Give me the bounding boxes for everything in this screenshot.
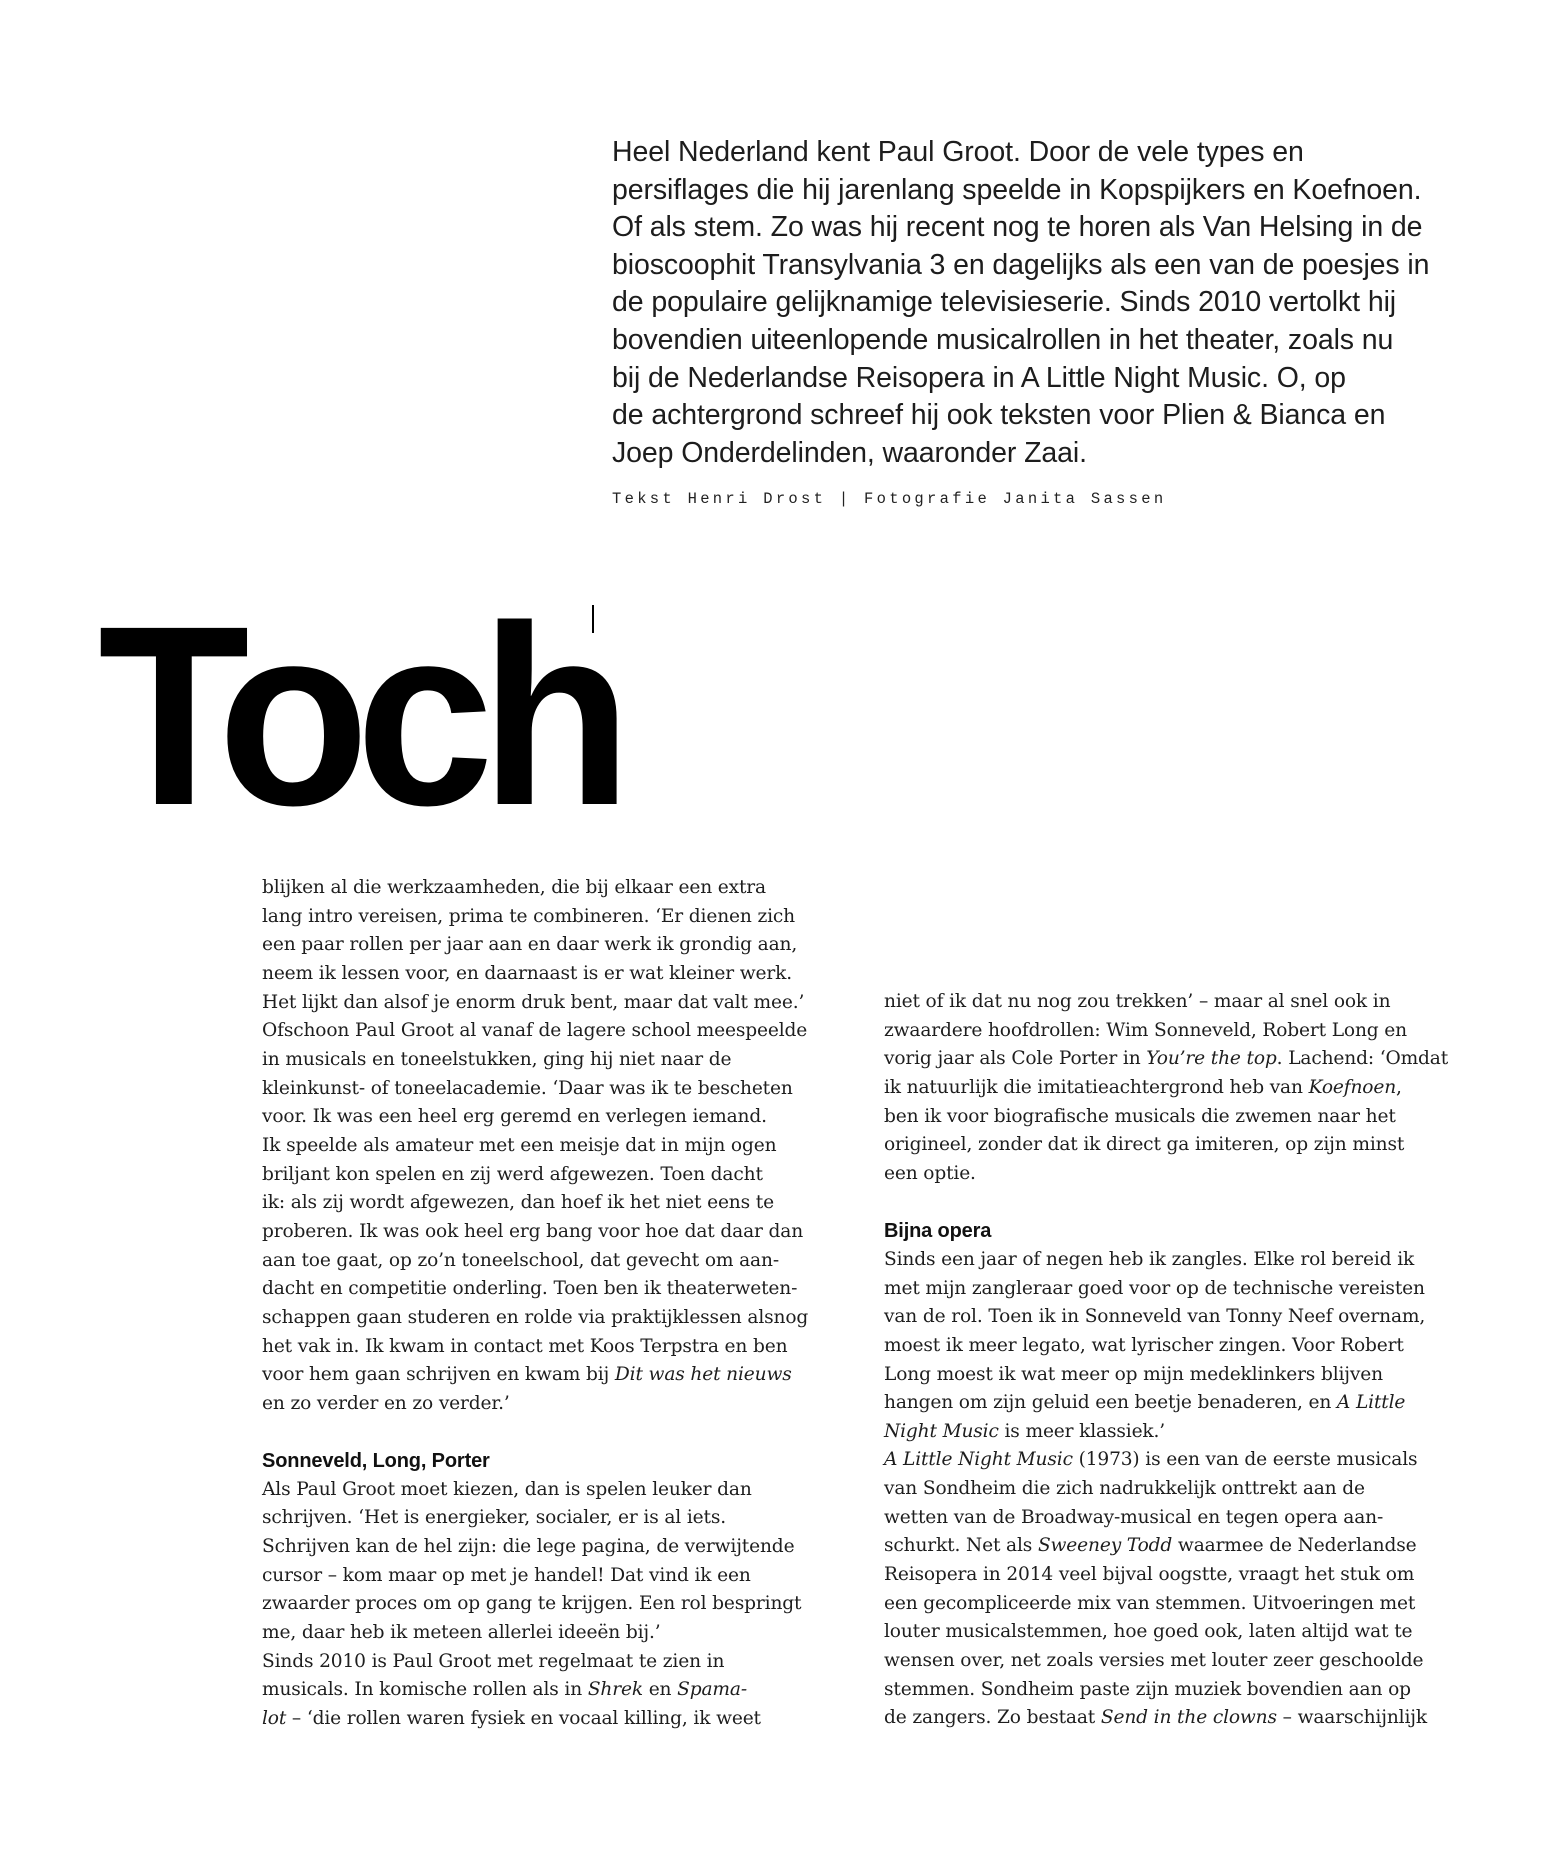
italic-title: A Little Night Music <box>884 1449 1073 1471</box>
body-text-line: musicals. In komische rollen als in Shrek en Spama- <box>262 1679 747 1701</box>
intro-line: Of als stem. Zo was hij recent nog te horen als Van Helsing in de <box>612 211 1423 244</box>
body-text-line: blijken al die werkzaamheden, die bij elkaar een extra <box>262 877 766 898</box>
body-text-line: ik: als zij wordt afgewezen, dan hoef ik het niet eens te <box>262 1192 774 1214</box>
body-text-line: Schrijven kan de hel zijn: die lege pagina, de verwijtende <box>262 1536 795 1558</box>
body-text-line: kleinkunst- of toneelacademie. ‘Daar was ik te bescheten <box>262 1077 793 1099</box>
italic-title: You’re the top <box>1146 1048 1277 1070</box>
italic-title: Night Music <box>884 1420 999 1442</box>
italic-title: Send in the clowns <box>1100 1707 1277 1729</box>
intro-line: Joep Onderdelinden, waaronder Zaai. <box>612 436 1087 469</box>
body-text-line: stemmen. Sondheim paste zijn muziek bovendien aan op <box>884 1678 1411 1700</box>
body-column-right <box>884 988 1459 1733</box>
body-text-line: A Little Night Music (1973) is een van de eerste musicals <box>884 1449 1418 1471</box>
subheading: Bijna opera <box>884 1220 992 1243</box>
body-text-line: Ofschoon Paul Groot al vanaf de lagere school meespeelde <box>262 1020 808 1042</box>
body-text-line: dacht en competitie onderling. Toen ben ik theaterweten- <box>262 1278 798 1300</box>
body-text-line: schappen gaan studeren en rolde via praktijklessen alsnog <box>262 1306 809 1328</box>
intro-line: bij de Nederlandse Reisopera in A Little Night Music. O, op <box>612 361 1346 394</box>
body-text-line: Night Music is meer klassiek.’ <box>884 1420 1166 1442</box>
body-text-line: zwaarder proces om op gang te krijgen. Een rol bespringt <box>262 1593 802 1615</box>
body-text-line: een gecompliceerde mix van stemmen. Uitvoeringen met <box>884 1592 1416 1614</box>
body-text-line: lot – ‘die rollen waren fysiek en vocaal killing, ik weet <box>262 1708 761 1730</box>
intro-line: de populaire gelijknamige televisieserie. Sinds 2010 vertolkt hij <box>612 286 1397 319</box>
body-text-line: Long moest ik wat meer op mijn medeklinkers blijven <box>884 1363 1383 1385</box>
italic-title: Dit was het nieuws <box>614 1364 792 1386</box>
intro-line: bovendien uiteenlopende musicalrollen in het theater, zoals nu <box>612 323 1394 356</box>
body-text-line: louter musicalstemmen, hoe goed ook, laten altijd wat te <box>884 1621 1413 1643</box>
body-text-line: Reisopera in 2014 veel bijval oogstte, vraagt het stuk om <box>884 1564 1415 1586</box>
article-credits: Tekst Henri Drost | Fotografie Janita Sassen <box>612 490 1167 508</box>
body-text-line: schrijven. ‘Het is energieker, socialer, er is al iets. <box>262 1507 726 1529</box>
intro-line: Heel Nederland kent Paul Groot. Door de vele types en <box>612 136 1304 168</box>
italic-title: A Little <box>1336 1392 1406 1414</box>
body-text-line: Als Paul Groot moet kiezen, dan is spelen leuker dan <box>262 1478 752 1500</box>
body-text-line: wensen over, net zoals versies met louter zeer geschoolde <box>884 1650 1424 1672</box>
paragraph-gap <box>262 1418 837 1447</box>
body-text-line: Ik speelde als amateur met een meisje dat in mijn ogen <box>262 1134 777 1156</box>
body-text-line: het vak in. Ik kwam in contact met Koos Terpstra en ben <box>262 1335 788 1357</box>
body-text-line: van de rol. Toen ik in Sonneveld van Tonny Neef overnam, <box>884 1306 1426 1328</box>
body-text-line: een optie. <box>884 1162 976 1184</box>
body-text-line: cursor – kom maar op met je handel! Dat vind ik een <box>262 1564 751 1586</box>
body-text-line: schurkt. Net als Sweeney Todd waarmee de Nederlandse <box>884 1535 1417 1557</box>
body-text-line: lang intro vereisen, prima te combineren. ‘Er dienen zich <box>262 905 795 927</box>
intro-line: de achtergrond schreef hij ook teksten voor Plien & Bianca en <box>612 399 1386 432</box>
body-text-line: de zangers. Zo bestaat Send in the clowns – waarschijnlijk <box>884 1707 1427 1729</box>
italic-title: Koefnoen <box>1292 173 1414 206</box>
body-text-line: briljant kon spelen en zij werd afgewezen. Toen dacht <box>262 1163 763 1185</box>
paragraph-gap <box>884 1189 1459 1218</box>
body-text-line: me, daar heb ik meteen allerlei ideeën bij.’ <box>262 1622 661 1644</box>
italic-title: Zaai <box>1024 436 1080 469</box>
body-text-line: in musicals en toneelstukken, ging hij niet naar de <box>262 1048 732 1070</box>
italic-title: Spama- <box>677 1679 747 1701</box>
body-text-line: proberen. Ik was ook heel erg bang voor hoe dat daar dan <box>262 1220 804 1242</box>
body-text-line: met mijn zangleraar goed voor op de technische vereisten <box>884 1277 1425 1299</box>
body-text-line: neem ik lessen voor, en daarnaast is er wat kleiner werk. <box>262 962 793 984</box>
italic-title: A Little Night Music <box>1020 361 1262 394</box>
body-column-left <box>262 874 837 1734</box>
body-text-line: niet of ik dat nu nog zou trekken’ – maar al snel ook in <box>884 991 1391 1012</box>
italic-title: Koefnoen <box>1308 1076 1397 1098</box>
intro-line: bioscoophit Transylvania 3 en dagelijks als een van de poesjes in <box>612 248 1430 281</box>
italic-title: Kopspijkers <box>1099 173 1246 206</box>
body-text-line: voor. Ik was een heel erg geremd en verlegen iemand. <box>262 1106 767 1128</box>
italic-title: Sweeney Todd <box>1037 1535 1173 1557</box>
body-text-line: een paar rollen per jaar aan en daar werk ik grondig aan, <box>262 934 798 956</box>
italic-title: Transylvania 3 <box>762 248 946 281</box>
body-text-line: en zo verder en zo verder.’ <box>262 1392 510 1414</box>
body-text-line: Sinds een jaar of negen heb ik zangles. Elke rol bereid ik <box>884 1248 1415 1270</box>
body-text-line: van Sondheim die zich nadrukkelijk onttrekt aan de <box>884 1478 1365 1500</box>
body-text-line: ik natuurlijk die imitatieachtergrond heb van Koefnoen, <box>884 1076 1402 1098</box>
body-text-line: Het lijkt dan alsof je enorm druk bent, maar dat valt mee.’ <box>262 991 805 1013</box>
body-text-line: aan toe gaat, op zo’n toneelschool, dat gevecht om aan- <box>262 1249 779 1271</box>
body-text-line: hangen om zijn geluid een beetje benaderen, en A Little <box>884 1392 1406 1414</box>
headline: Toch <box>98 573 619 859</box>
italic-title: Shrek <box>587 1679 643 1701</box>
body-text-line: vorig jaar als Cole Porter in You’re the top. Lachend: ‘Omdat <box>884 1048 1449 1070</box>
italic-title: lot <box>262 1708 287 1730</box>
body-text-line: Sinds 2010 is Paul Groot met regelmaat te zien in <box>262 1650 725 1672</box>
body-text-line: moest ik meer legato, wat lyrischer zingen. Voor Robert <box>884 1334 1404 1356</box>
body-text-line: wetten van de Broadway-musical en tegen opera aan- <box>884 1506 1384 1528</box>
body-text-line: origineel, zonder dat ik direct ga imiteren, op zijn minst <box>884 1134 1405 1156</box>
subheading: Sonneveld, Long, Porter <box>262 1450 490 1473</box>
body-text-line: ben ik voor biografische musicals die zwemen naar het <box>884 1105 1396 1127</box>
intro-paragraph <box>612 134 1492 472</box>
body-text-line: zwaardere hoofdrollen: Wim Sonneveld, Robert Long en <box>884 1019 1407 1041</box>
intro-line: persiflages die hij jarenlang speelde in Kopspijkers en Koefnoen. <box>612 173 1422 206</box>
body-text-line: voor hem gaan schrijven en kwam bij Dit was het nieuws <box>262 1364 792 1386</box>
